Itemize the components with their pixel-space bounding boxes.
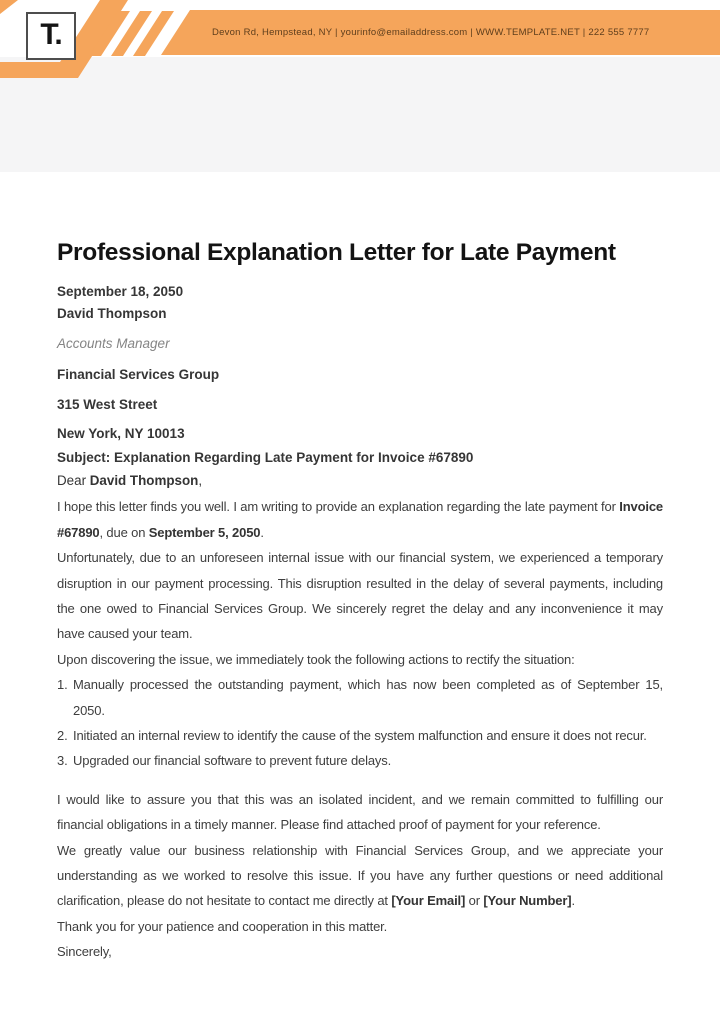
- list-item-number: 2.: [57, 728, 68, 744]
- logo: [26, 12, 76, 60]
- page-title: Professional Explanation Letter for Late Payment: [57, 239, 616, 266]
- letterhead: [0, 0, 720, 172]
- list-item-text: Upgraded our financial software to prevent future delays.: [73, 753, 392, 769]
- actions-list: [57, 672, 663, 774]
- subject-line: Subject: Explanation Regarding Late Payment for Invoice #67890: [57, 450, 474, 466]
- closing-sincerely: Sincerely,: [57, 944, 112, 960]
- list-item: [57, 723, 663, 748]
- corner-accent-shape: [0, 0, 18, 14]
- list-item-number: 1.: [57, 677, 68, 693]
- paragraph-explanation: Unfortunately, due to an unforeseen internal issue with our financial system, we experienced a temporary disruption in our payment processing. This disruption resulted in the delay of several payments, including the one owed to Financial Services Group. We sincerely regret the delay and any inconvenience it may have caused your team.: [57, 550, 663, 642]
- letter-body: [0, 238, 720, 965]
- recipient-street: 315 West Street: [57, 397, 158, 413]
- salutation: Dear David Thompson,: [57, 473, 203, 489]
- list-item-number: 3.: [57, 753, 68, 769]
- list-item-text: Manually processed the outstanding payment, which has now been completed as of September 15, 2050.: [73, 677, 663, 718]
- letter-meta: [57, 284, 663, 488]
- letter-date: September 18, 2050: [57, 284, 184, 300]
- list-item: [57, 672, 663, 723]
- recipient-city: New York, NY 10013: [57, 426, 185, 442]
- paragraph-relationship: We greatly value our business relationship with Financial Services Group, and we appreciate your understanding as we worked to resolve this issue. If you have any further questions or need additional clarification, please do not hesitate to contact me directly at [Your Email] or [Your Number].: [57, 842, 663, 909]
- letter-paragraphs: [57, 494, 663, 964]
- logo-text: T.: [40, 17, 62, 51]
- header-gray-band: [0, 57, 720, 172]
- contact-line: Devon Rd, Hempstead, NY | yourinfo@emailaddress.com | WWW.TEMPLATE.NET | 222 555 7777: [212, 27, 650, 38]
- paragraph-actions-intro: Upon discovering the issue, we immediately took the following actions to rectify the situation:: [57, 651, 575, 667]
- list-item-text: Initiated an internal review to identify the cause of the system malfunction and ensure it does not recur.: [73, 728, 647, 744]
- recipient-company: Financial Services Group: [57, 367, 220, 383]
- recipient-role: Accounts Manager: [57, 336, 170, 352]
- contact-banner: [188, 10, 720, 55]
- paragraph-assurance: I would like to assure you that this was an isolated incident, and we remain committed to fulfilling our financial obligations in a timely manner. Please find attached proof of payment for your reference.: [57, 791, 663, 833]
- paragraph-intro: I hope this letter finds you well. I am writing to provide an explanation regarding the late payment for Invoice #67890, due on September 5, 2050.: [57, 499, 663, 540]
- recipient-name: David Thompson: [57, 306, 167, 322]
- paragraph-thanks: Thank you for your patience and cooperation in this matter.: [57, 918, 388, 934]
- list-item: [57, 748, 663, 773]
